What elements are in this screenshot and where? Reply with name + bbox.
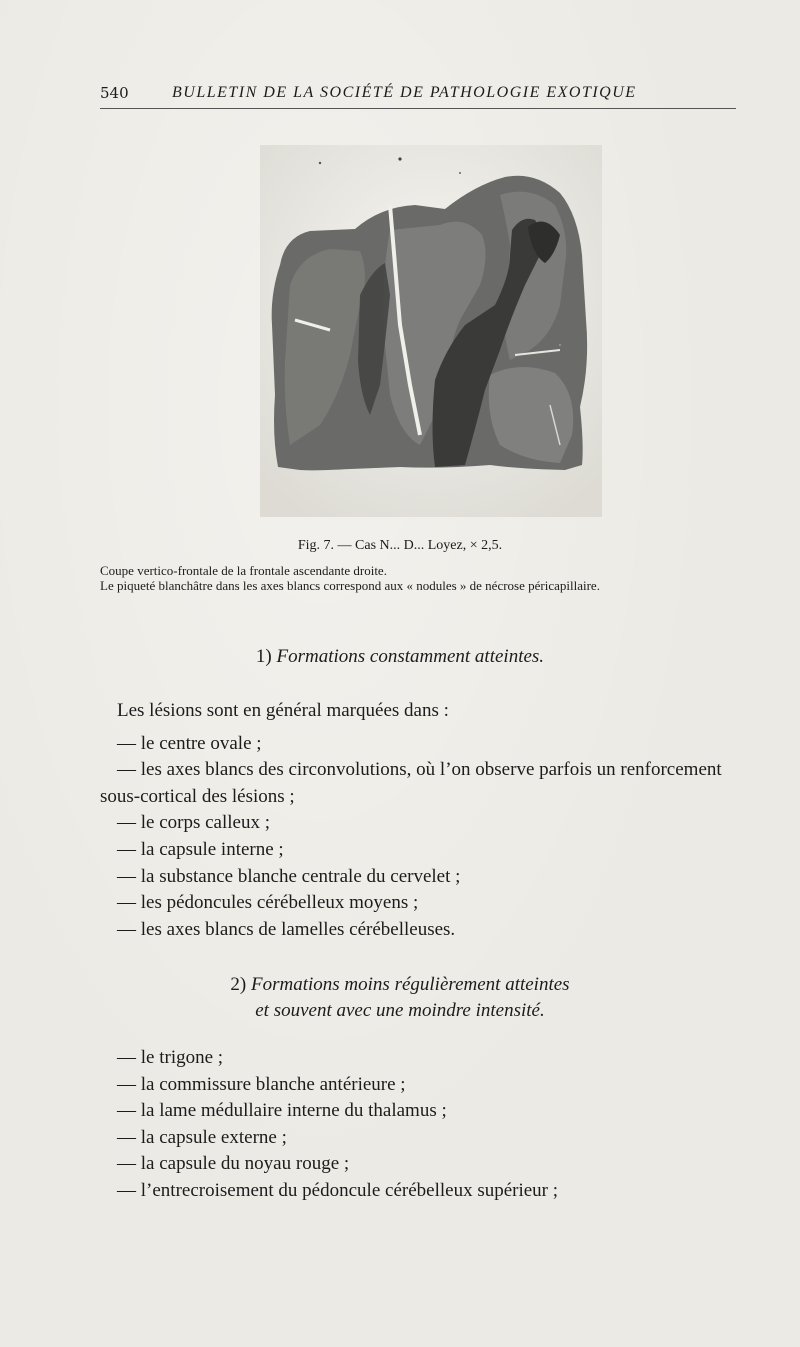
section-1-heading xyxy=(0,646,800,668)
section-2-body xyxy=(100,1045,740,1205)
figure-description xyxy=(100,563,740,593)
figure-description-line-2: Le piqueté blanchâtre dans les axes blancs correspond aux « nodules » de nécrose péricapillaire. xyxy=(100,578,600,593)
list-item: — la capsule du noyau rouge ; xyxy=(117,1153,350,1175)
section-2-heading xyxy=(0,974,800,996)
running-title: BULLETIN DE LA SOCIÉTÉ DE PATHOLOGIE EXOTIQUE xyxy=(172,84,637,101)
list-item: — le trigone ; xyxy=(117,1047,224,1068)
page-number: 540 xyxy=(100,84,129,102)
section-2-title-line-2: et souvent avec une moindre intensité. xyxy=(255,1000,545,1021)
section-2-title-line-1: Formations moins régulièrement atteintes xyxy=(251,974,570,995)
list-item: — les axes blancs de lamelles cérébelleuses. xyxy=(117,918,456,940)
figure-description-line-1: Coupe vertico-frontale de la frontale ascendante droite. xyxy=(100,563,387,578)
section-1-title: Formations constamment atteintes. xyxy=(276,646,545,667)
list-item: — la commissure blanche antérieure ; xyxy=(117,1073,406,1095)
list-item: — les axes blancs des circonvolutions, où l’on observe parfois un renforcement sous-cortical des lésions ; xyxy=(100,759,722,807)
list-item: — l’entrecroisement du pédoncule cérébelleux supérieur ; xyxy=(117,1179,559,1201)
figure-brain-section xyxy=(260,145,602,517)
list-item: — la capsule externe ; xyxy=(117,1126,287,1148)
list-item: — le centre ovale ; xyxy=(117,732,262,754)
list-item: — la capsule interne ; xyxy=(117,838,284,860)
section-1-number: 1) xyxy=(255,646,272,667)
list-item: — le corps calleux ; xyxy=(117,812,271,834)
section-1-intro: Les lésions sont en général marquées dans : xyxy=(117,700,449,721)
list-item: — la lame médullaire interne du thalamus ; xyxy=(117,1100,447,1122)
section-2-number: 2) xyxy=(230,974,247,995)
list-item: — les pédoncules cérébelleux moyens ; xyxy=(117,892,419,914)
page-header xyxy=(100,84,736,109)
list-item: — la substance blanche centrale du cervelet ; xyxy=(117,865,461,887)
section-2-heading-line-2 xyxy=(0,1000,800,1022)
figure-caption: Fig. 7. — Cas N... D... Loyez, × 2,5. xyxy=(297,538,503,553)
section-1-body xyxy=(100,698,740,943)
brain-section-image xyxy=(260,145,602,517)
